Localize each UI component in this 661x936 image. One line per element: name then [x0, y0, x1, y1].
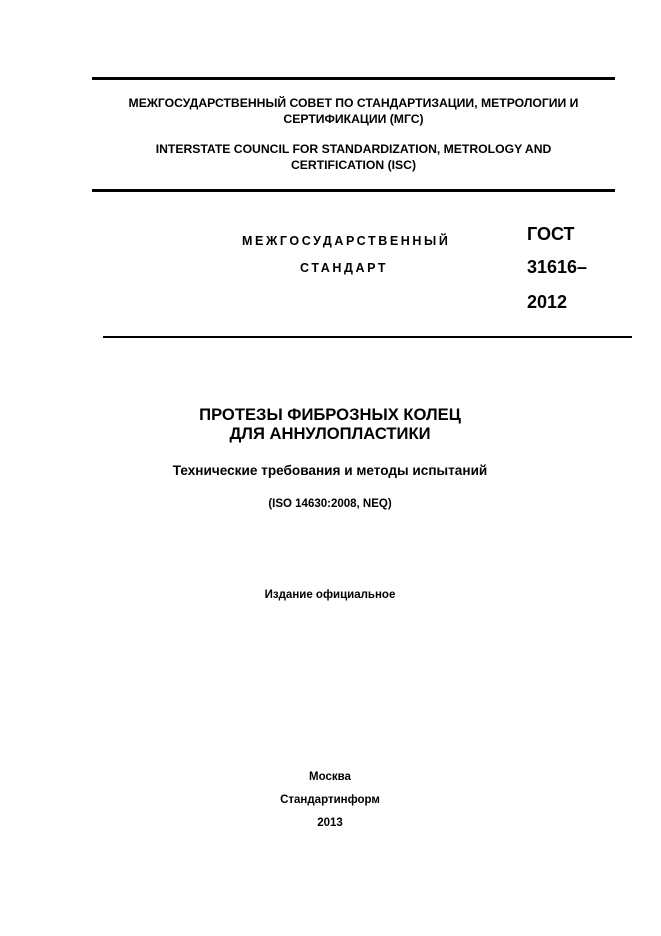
document-title [100, 405, 560, 443]
top-rule [92, 77, 615, 80]
header-bottom-rule [92, 189, 615, 192]
title-line1: ПРОТЕЗЫ ФИБРОЗНЫХ КОЛЕЦ [199, 405, 461, 424]
gost-number: 31616– [527, 257, 588, 277]
standard-type-line1: МЕЖГОСУДАРСТВЕННЫЙ [242, 234, 451, 248]
council-name-ru [92, 95, 615, 127]
gost-year: 2012 [527, 292, 568, 312]
imprint-city: Москва [309, 771, 351, 783]
edition-label: Издание официальное [264, 589, 396, 601]
council-name-en [92, 141, 615, 173]
designation-rule [103, 336, 632, 338]
standard-type-line2: СТАНДАРТ [300, 261, 389, 275]
imprint-publisher: Стандартинформ [280, 794, 380, 806]
gost-label: ГОСТ [527, 224, 575, 244]
title-line2: ДЛЯ АННУЛОПЛАСТИКИ [229, 424, 431, 443]
iso-reference: (ISO 14630:2008, NEQ) [268, 498, 392, 510]
council-en-line1: INTERSTATE COUNCIL FOR STANDARDIZATION, METROLOGY AND [155, 142, 552, 156]
council-ru-line2: СЕРТИФИКАЦИИ (МГС) [283, 112, 424, 126]
council-ru-line1: МЕЖГОСУДАРСТВЕННЫЙ СОВЕТ ПО СТАНДАРТИЗАЦИИ, МЕТРОЛОГИИ И [128, 96, 579, 110]
imprint-year: 2013 [317, 817, 343, 829]
council-en-line2: CERTIFICATION (ISC) [290, 158, 417, 172]
document-subtitle: Технические требования и методы испытаний [172, 463, 488, 478]
